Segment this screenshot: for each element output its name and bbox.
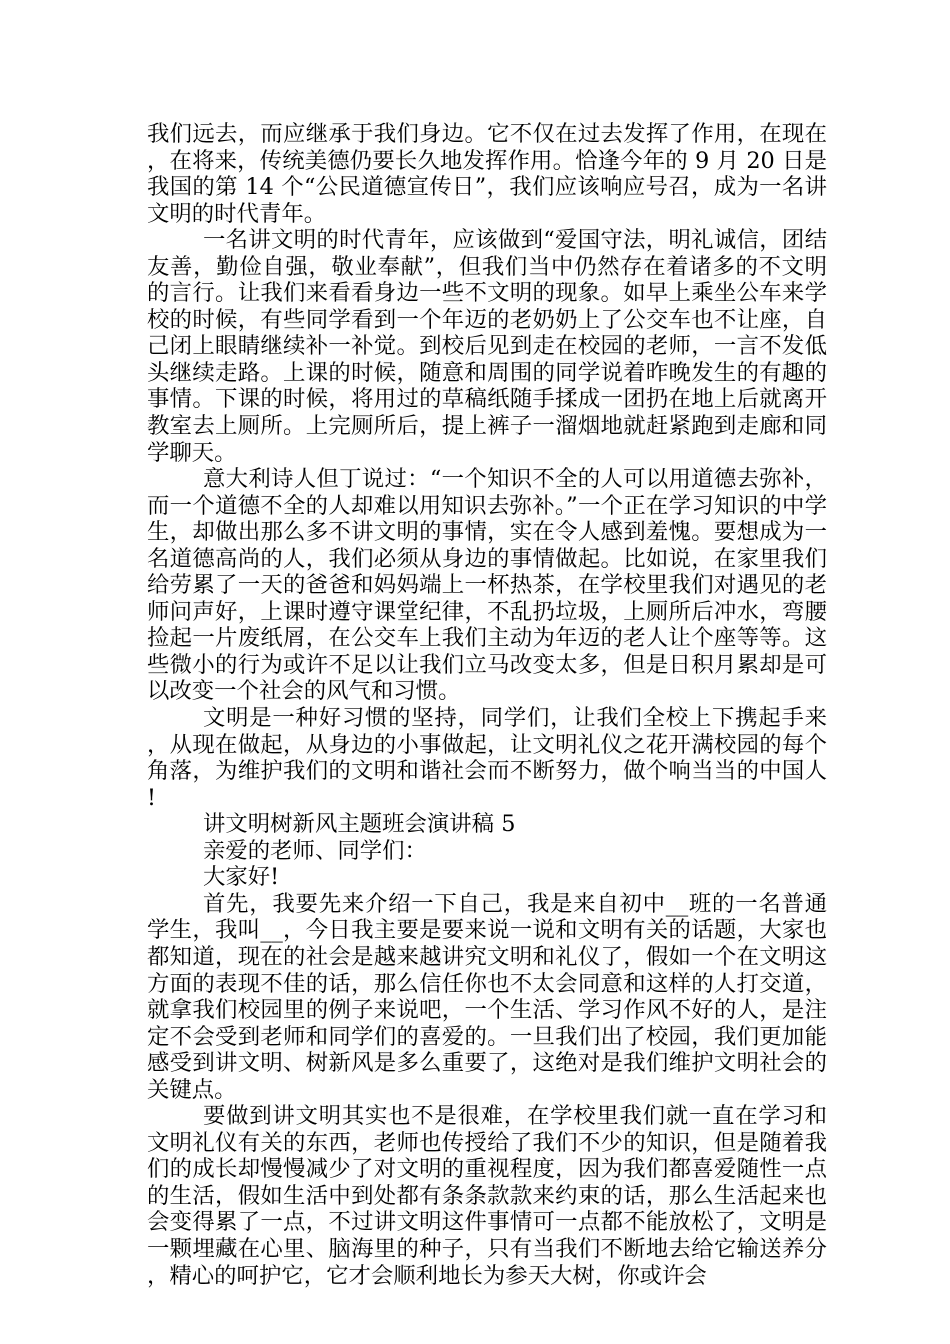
paragraph-civilized-youth: 一名讲文明的时代青年，应该做到“爱国守法，明礼诚信，团结友善，勤俭自强，敬业奉献”，但我们当中仍然存在着诸多的不文明的言行。让我们来看看身边一些不文明的现象。如早上乘坐公车来学校的时候，有些同学看到一个年迈的老奶奶上了公交车也不让座，自己闭上眼睛继续补一补觉。到校后见到走在校园的老师，一言不发低头继续走路。上课的时候，随意和周围的同学说着昨晚发生的有趣的事情。下课的时候，将用过的草稿纸随手揉成一团扔在地上后就离开教室去上厕所。上完厕所后，提上裤子一溜烟地就赶紧跑到走廊和同学聊天。 (147, 227, 827, 466)
paragraph-civility-seed: 要做到讲文明其实也不是很难，在学校里我们就一直在学习和文明礼仪有关的东西，老师也传授给了我们不少的知识，但是随着我们的成长却慢慢减少了对文明的重视程度，因为我们都喜爱随性一点的生活，假如生活中到处都有条条款款来约束的话，那么生活起来也会变得累了一点，不过讲文明这件事情可一点都不能放松了，文明是一颗埋藏在心里、脑海里的种子，只有当我们不断地去给它输送养分，精心的呵护它，它才会顺利地长为参天大树，你或许会 (147, 1103, 827, 1289)
greeting: 大家好! (203, 864, 280, 891)
paragraph-self-introduction: 首先，我要先来介绍一下自己，我是来自初中__班的一名普通学生，我叫__，今日我主要是要来说一说和文明有关的话题，大家也都知道，现在的社会是越来越讲究文明和礼仪了，假如一个在文明这方面的表现不佳的话，那么信任你也不太会同意和这样的人打交道，就拿我们校园里的例子来说吧，一个生活、学习作风不好的人，是注定不会受到老师和同学们的喜爱的。一旦我们出了校园，我们更加能感受到讲文明、树新风是多么重要了，这绝对是我们维护文明社会的关键点。 (147, 890, 827, 1103)
document-body (147, 121, 827, 1289)
paragraph-continuation: 我们远去，而应继承于我们身边。它不仅在过去发挥了作用，在现在，在将来，传统美德仍要长久地发挥作用。恰逢今年的 9 月 20 日是我国的第 14 个“公民道德宣传日”，我们应该响应号召，成为一名讲文明的时代青年。 (147, 121, 827, 227)
salutation: 亲爱的老师、同学们： (203, 837, 427, 864)
speech-title: 讲文明树新风主题班会演讲稿 5 (203, 811, 516, 838)
paragraph-closing-appeal: 文明是一种好习惯的坚持，同学们，让我们全校上下携起手来，从现在做起，从身边的小事做起，让文明礼仪之花开满校园的每个角落，为维护我们的文明和谐社会而不断努力，做个响当当的中国人! (147, 705, 827, 811)
paragraph-dante-quote: 意大利诗人但丁说过：“一个知识不全的人可以用道德去弥补，而一个道德不全的人却难以用知识去弥补。”一个正在学习知识的中学生，却做出那么多不讲文明的事情，实在令人感到羞愧。要想成为一名道德高尚的人，我们必须从身边的事情做起。比如说，在家里我们给劳累了一天的爸爸和妈妈端上一杯热茶，在学校里我们对遇见的老师问声好，上课时遵守课堂纪律，不乱扔垃圾，上厕所后冲水，弯腰捡起一片废纸屑，在公交车上我们主动为年迈的老人让个座等等。这些微小的行为或许不足以让我们立马改变太多，但是日积月累却是可以改变一个社会的风气和习惯。 (147, 466, 827, 705)
